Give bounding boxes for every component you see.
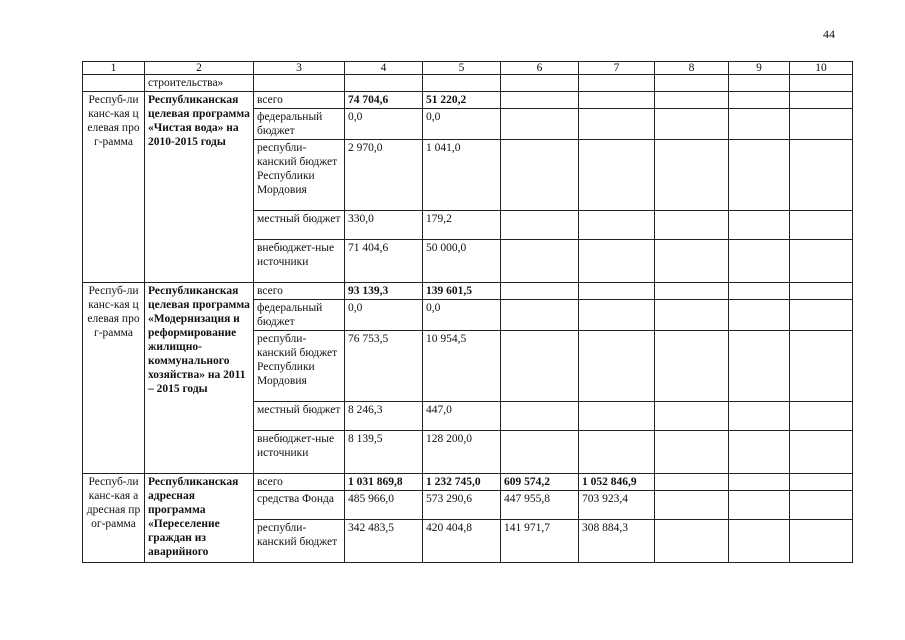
- empty-cell: [729, 431, 790, 474]
- empty-cell: [790, 520, 853, 563]
- amount-cell: 93 139,3: [345, 283, 423, 300]
- empty-cell: [790, 92, 853, 109]
- empty-cell: [729, 300, 790, 331]
- amount-cell: 330,0: [345, 211, 423, 240]
- empty-cell: [729, 211, 790, 240]
- program-name: Республиканская целевая программа «Чистая вода» на 2010-2015 годы: [145, 92, 254, 283]
- amount-cell: [579, 402, 655, 431]
- amount-cell: [501, 211, 579, 240]
- empty-cell: [790, 431, 853, 474]
- empty-cell: [655, 140, 729, 211]
- amount-cell: 8 139,5: [345, 431, 423, 474]
- empty-cell: [790, 300, 853, 331]
- column-number: 8: [655, 62, 729, 75]
- amount-cell: [501, 109, 579, 140]
- amount-cell: 1 041,0: [423, 140, 501, 211]
- amount-cell: [579, 283, 655, 300]
- empty-cell: [729, 140, 790, 211]
- empty-cell: [655, 283, 729, 300]
- empty-cell: [790, 140, 853, 211]
- budget-table: [82, 61, 853, 563]
- empty-cell: [790, 491, 853, 520]
- amount-cell: [579, 331, 655, 402]
- amount-cell: [501, 240, 579, 283]
- empty-cell: [655, 211, 729, 240]
- amount-cell: [579, 211, 655, 240]
- empty-cell: [790, 402, 853, 431]
- amount-cell: [579, 92, 655, 109]
- program-type: Респуб-ликанс-кая целевая прог-рамма: [83, 92, 145, 283]
- column-number-row: [83, 62, 853, 75]
- amount-cell: 1 031 869,8: [345, 474, 423, 491]
- amount-cell: 420 404,8: [423, 520, 501, 563]
- amount-cell: 8 246,3: [345, 402, 423, 431]
- amount-cell: 1 232 745,0: [423, 474, 501, 491]
- continuation-text: строительства»: [145, 75, 254, 92]
- empty-cell: [790, 331, 853, 402]
- amount-cell: 71 404,6: [345, 240, 423, 283]
- empty-cell: [655, 240, 729, 283]
- amount-cell: 1 052 846,9: [579, 474, 655, 491]
- column-number: 2: [145, 62, 254, 75]
- amount-cell: 447 955,8: [501, 491, 579, 520]
- program-row: [83, 92, 853, 109]
- amount-cell: 128 200,0: [423, 431, 501, 474]
- empty-cell: [729, 491, 790, 520]
- amount-cell: 0,0: [345, 300, 423, 331]
- amount-cell: 139 601,5: [423, 283, 501, 300]
- column-number: 3: [254, 62, 345, 75]
- empty-cell: [655, 331, 729, 402]
- empty-cell: [655, 402, 729, 431]
- funding-source: местный бюджет: [254, 211, 345, 240]
- amount-cell: 76 753,5: [345, 331, 423, 402]
- amount-cell: [501, 331, 579, 402]
- empty-cell: [729, 92, 790, 109]
- empty-cell: [655, 520, 729, 563]
- amount-cell: [501, 431, 579, 474]
- program-row: [83, 283, 853, 300]
- program-row: [83, 474, 853, 491]
- amount-cell: 342 483,5: [345, 520, 423, 563]
- amount-cell: 0,0: [423, 300, 501, 331]
- column-number: 10: [790, 62, 853, 75]
- funding-source: средства Фонда: [254, 491, 345, 520]
- amount-cell: [579, 240, 655, 283]
- empty-cell: [655, 92, 729, 109]
- amount-cell: [501, 300, 579, 331]
- amount-cell: 179,2: [423, 211, 501, 240]
- column-number: 9: [729, 62, 790, 75]
- program-name: Республиканская адресная программа «Переселение граждан из аварийного: [145, 474, 254, 563]
- amount-cell: [501, 92, 579, 109]
- amount-cell: 703 923,4: [579, 491, 655, 520]
- empty-cell: [655, 491, 729, 520]
- continuation-row: [83, 75, 853, 92]
- empty-cell: [655, 109, 729, 140]
- funding-source: федеральный бюджет: [254, 109, 345, 140]
- funding-source: местный бюджет: [254, 402, 345, 431]
- amount-cell: 0,0: [345, 109, 423, 140]
- amount-cell: 485 966,0: [345, 491, 423, 520]
- empty-cell: [729, 331, 790, 402]
- empty-cell: [790, 283, 853, 300]
- column-number: 5: [423, 62, 501, 75]
- empty-cell: [729, 109, 790, 140]
- amount-cell: [501, 283, 579, 300]
- funding-source: внебюджет-ные источники: [254, 240, 345, 283]
- amount-cell: 573 290,6: [423, 491, 501, 520]
- empty-cell: [790, 211, 853, 240]
- program-type: Респуб-ликанс-кая адресная прог-рамма: [83, 474, 145, 563]
- empty-cell: [790, 109, 853, 140]
- page-number: 44: [823, 27, 835, 41]
- funding-source: всего: [254, 283, 345, 300]
- amount-cell: 308 884,3: [579, 520, 655, 563]
- funding-source: республи-канский бюджет: [254, 520, 345, 563]
- column-number: 7: [579, 62, 655, 75]
- column-number: 4: [345, 62, 423, 75]
- funding-source: всего: [254, 92, 345, 109]
- empty-cell: [729, 402, 790, 431]
- amount-cell: [579, 431, 655, 474]
- amount-cell: 51 220,2: [423, 92, 501, 109]
- amount-cell: [501, 402, 579, 431]
- amount-cell: [579, 140, 655, 211]
- empty-cell: [655, 431, 729, 474]
- amount-cell: 609 574,2: [501, 474, 579, 491]
- funding-source: внебюджет-ные источники: [254, 431, 345, 474]
- amount-cell: 141 971,7: [501, 520, 579, 563]
- amount-cell: [579, 109, 655, 140]
- amount-cell: 0,0: [423, 109, 501, 140]
- empty-cell: [655, 300, 729, 331]
- amount-cell: 50 000,0: [423, 240, 501, 283]
- amount-cell: 74 704,6: [345, 92, 423, 109]
- amount-cell: 2 970,0: [345, 140, 423, 211]
- program-type: Респуб-ликанс-кая целевая прог-рамма: [83, 283, 145, 474]
- funding-source: всего: [254, 474, 345, 491]
- empty-cell: [729, 283, 790, 300]
- amount-cell: [579, 300, 655, 331]
- funding-source: республи-канский бюджет Республики Мордовия: [254, 140, 345, 211]
- funding-source: республи-канский бюджет Республики Мордовия: [254, 331, 345, 402]
- empty-cell: [729, 240, 790, 283]
- amount-cell: 447,0: [423, 402, 501, 431]
- column-number: 1: [83, 62, 145, 75]
- funding-source: федеральный бюджет: [254, 300, 345, 331]
- empty-cell: [729, 520, 790, 563]
- column-number: 6: [501, 62, 579, 75]
- amount-cell: 10 954,5: [423, 331, 501, 402]
- empty-cell: [790, 240, 853, 283]
- empty-cell: [729, 474, 790, 491]
- empty-cell: [655, 474, 729, 491]
- program-name: Республиканская целевая программа «Модернизация и реформирование жилищно-коммунального хозяйства» на 2011 – 2015 годы: [145, 283, 254, 474]
- amount-cell: [501, 140, 579, 211]
- empty-cell: [790, 474, 853, 491]
